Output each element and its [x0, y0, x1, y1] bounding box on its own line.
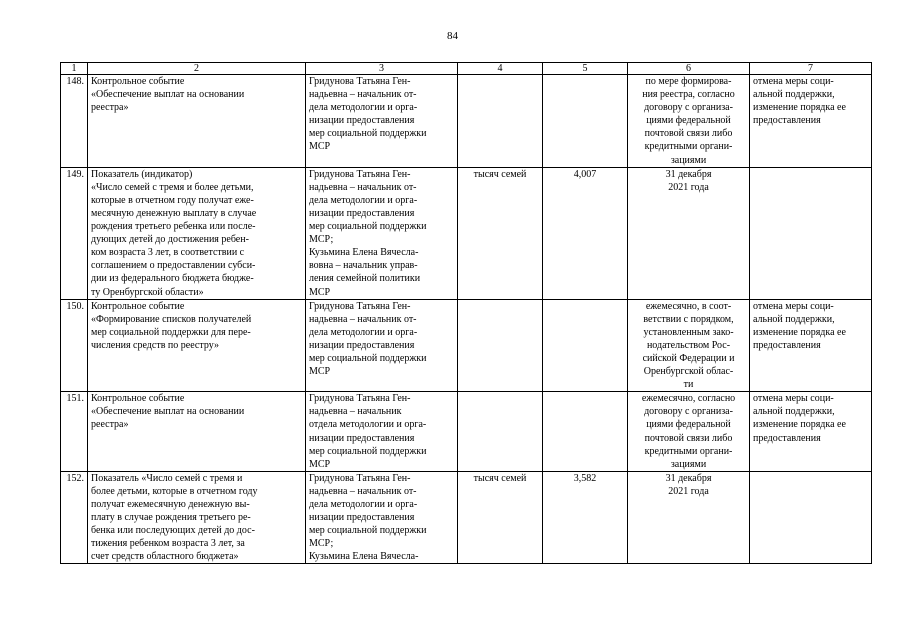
text-line: надьевна – начальник — [309, 406, 402, 418]
cell-risk — [750, 392, 872, 472]
text-line: «Обеспечение выплат на основании — [91, 406, 245, 418]
cell-responsible — [306, 471, 458, 564]
column-number: 6 — [628, 63, 750, 75]
text-line: почтовой связи либо — [644, 128, 733, 140]
text-line: 4,007 — [573, 168, 597, 180]
text-line: низации предоставления — [309, 339, 415, 351]
column-number: 4 — [458, 63, 543, 75]
text-line: низации предоставления — [309, 207, 415, 219]
text-line: ком возраста 3 лет, в соответствии с — [91, 247, 245, 259]
text-line: реестра» — [91, 419, 129, 431]
text-line: надьевна – начальник от- — [309, 89, 417, 101]
text-line: изменение порядка ее — [753, 419, 846, 431]
text-line: которые в отчетном году получат еже- — [91, 194, 254, 206]
text-line: по мере формирова- — [645, 76, 732, 87]
cell-unit — [458, 471, 543, 564]
text-line: Контрольное событие — [91, 300, 185, 312]
text-line: рождения третьего ребенка или после- — [91, 221, 256, 233]
cell-value — [543, 299, 628, 392]
cell-number: 152. — [61, 471, 88, 564]
text-line: Кузьмина Елена Вячесла- — [309, 247, 419, 259]
column-number-row — [61, 63, 872, 75]
text-line: зациями — [670, 154, 707, 166]
cell-responsible — [306, 75, 458, 168]
text-line: предоставления — [753, 432, 821, 444]
column-number: 5 — [543, 63, 628, 75]
text-line: реестра» — [91, 102, 129, 114]
text-line: мер социальной поддержки — [309, 445, 427, 457]
page-number: 84 — [447, 30, 458, 42]
text-line: МСР; — [309, 538, 334, 550]
text-line: тижения ребенком возраста 3 лет, за — [91, 538, 245, 550]
cell-unit — [458, 75, 543, 168]
text-line: мер социальной поддержки — [309, 221, 427, 233]
text-line: «Число семей с тремя и более детьми, — [91, 181, 254, 193]
text-line: дела методологии и орга- — [309, 499, 418, 510]
text-line: вовна – начальник управ- — [309, 260, 418, 272]
cell-number: 148. — [61, 75, 88, 168]
text-line: «Формирование списков получателей — [91, 313, 252, 325]
text-line: МСР — [309, 141, 331, 153]
cell-risk — [750, 299, 872, 392]
text-line: Показатель «Число семей с тремя и — [91, 472, 243, 484]
cell-deadline — [628, 75, 750, 168]
text-line: низации предоставления — [309, 432, 415, 444]
text-line: МСР; — [309, 234, 334, 246]
text-line: получат ежемесячную денежную вы- — [91, 499, 250, 510]
cell-value — [543, 392, 628, 472]
cell-value — [543, 75, 628, 168]
cell-responsible — [306, 299, 458, 392]
cell-deadline — [628, 471, 750, 564]
text-line: низации предоставления — [309, 512, 415, 524]
text-line: тысяч семей — [473, 168, 527, 180]
text-line: дела методологии и орга- — [309, 326, 418, 338]
cell-deadline — [628, 392, 750, 472]
table-row — [61, 392, 872, 472]
text-line: Контрольное событие — [91, 393, 185, 405]
text-line: ния реестра, согласно — [642, 89, 735, 101]
text-line: Кузьмина Елена Вячесла- — [309, 551, 419, 563]
text-line: бенка или последующих детей до дос- — [91, 525, 255, 537]
text-line: зациями — [670, 458, 707, 470]
column-number: 3 — [306, 63, 458, 75]
text-line: МСР — [309, 286, 331, 298]
text-line: Гридунова Татьяна Ген- — [309, 300, 411, 312]
text-line: мер социальной поддержки — [309, 128, 427, 140]
text-line: Гридунова Татьяна Ген- — [309, 472, 411, 484]
cell-responsible — [306, 167, 458, 299]
text-line: надьевна – начальник от- — [309, 181, 417, 193]
table-row — [61, 167, 872, 299]
text-line: соглашением о предоставлении субси- — [91, 260, 256, 272]
text-line: дела методологии и орга- — [309, 102, 418, 114]
text-line: плату в случае рождения третьего ре- — [91, 512, 251, 524]
cell-unit — [458, 167, 543, 299]
text-line: МСР — [309, 366, 331, 378]
cell-risk — [750, 167, 872, 299]
cell-event — [88, 167, 306, 299]
text-line: договору с организа- — [644, 406, 733, 418]
text-line: предоставления — [753, 339, 821, 351]
text-line: 31 декабря — [665, 168, 712, 180]
table-row — [61, 299, 872, 392]
cell-deadline — [628, 167, 750, 299]
text-line: счет средств областного бюджета» — [91, 551, 239, 563]
text-line: ту Оренбургской области» — [91, 286, 204, 298]
text-line: циями федеральной — [646, 115, 731, 127]
column-number: 2 — [88, 63, 306, 75]
text-line: Гридунова Татьяна Ген- — [309, 168, 411, 180]
column-number: 7 — [750, 63, 872, 75]
text-line: Гридунова Татьяна Ген- — [309, 76, 411, 87]
cell-unit — [458, 392, 543, 472]
text-line: более детьми, которые в отчетном году — [91, 485, 258, 497]
text-line: мер социальной поддержки — [309, 525, 427, 537]
text-line: «Обеспечение выплат на основании — [91, 89, 245, 101]
cell-risk — [750, 471, 872, 564]
text-line: ления семейной политики — [309, 273, 421, 285]
text-line: ежемесячно, согласно — [641, 393, 736, 405]
text-line: надьевна – начальник от- — [309, 485, 417, 497]
text-line: 2021 года — [668, 181, 709, 193]
text-line: альной поддержки, — [753, 406, 835, 418]
text-line: 3,582 — [573, 472, 597, 484]
text-line: предоставления — [753, 115, 821, 127]
text-line: альной поддержки, — [753, 89, 835, 101]
text-line: 31 декабря — [665, 472, 712, 484]
text-line: дующих детей до достижения ребен- — [91, 234, 249, 246]
text-line: отмена меры соци- — [753, 300, 834, 312]
text-line: мер социальной поддержки для пере- — [91, 326, 251, 338]
cell-responsible — [306, 392, 458, 472]
cell-risk — [750, 75, 872, 168]
text-line: дела методологии и орга- — [309, 194, 418, 206]
text-line: отмена меры соци- — [753, 393, 834, 405]
text-line: низации предоставления — [309, 115, 415, 127]
cell-event — [88, 299, 306, 392]
text-line: изменение порядка ее — [753, 326, 846, 338]
text-line: почтовой связи либо — [644, 432, 733, 444]
text-line: нодательством Рос- — [646, 339, 731, 351]
cell-value — [543, 167, 628, 299]
text-line: месячную денежную выплату в случае — [91, 207, 257, 219]
text-line: Контрольное событие — [91, 76, 185, 87]
text-line: числения средств по реестру» — [91, 339, 219, 351]
plan-table — [60, 62, 872, 564]
column-number: 1 — [61, 63, 88, 75]
text-line: отмена меры соци- — [753, 76, 834, 87]
cell-number: 150. — [61, 299, 88, 392]
text-line: договору с организа- — [644, 102, 733, 114]
cell-event — [88, 471, 306, 564]
text-line: Показатель (индикатор) — [91, 168, 193, 180]
text-line: Оренбургской облас- — [643, 366, 734, 378]
cell-value — [543, 471, 628, 564]
text-line: изменение порядка ее — [753, 102, 846, 114]
text-line: альной поддержки, — [753, 313, 835, 325]
text-line: сийской Федерации и — [642, 352, 735, 364]
text-line: дии из федерального бюджета бюдже- — [91, 273, 254, 285]
cell-unit — [458, 299, 543, 392]
text-line: кредитными органи- — [644, 445, 733, 457]
text-line: 2021 года — [668, 485, 709, 497]
text-line: ветствии с порядком, — [643, 313, 734, 325]
text-line: Гридунова Татьяна Ген- — [309, 393, 411, 405]
text-line: установленным зако- — [643, 326, 734, 338]
table-row — [61, 471, 872, 564]
cell-deadline — [628, 299, 750, 392]
text-line: мер социальной поддержки — [309, 352, 427, 364]
table-row — [61, 75, 872, 168]
text-line: ежемесячно, в соот- — [645, 300, 732, 312]
cell-number: 149. — [61, 167, 88, 299]
text-line: ти — [683, 379, 694, 391]
text-line: отдела методологии и орга- — [309, 419, 427, 431]
text-line: МСР — [309, 458, 331, 470]
text-line: циями федеральной — [646, 419, 731, 431]
cell-number: 151. — [61, 392, 88, 472]
cell-event — [88, 392, 306, 472]
text-line: кредитными органи- — [644, 141, 733, 153]
text-line: тысяч семей — [473, 472, 527, 484]
cell-event — [88, 75, 306, 168]
text-line: надьевна – начальник от- — [309, 313, 417, 325]
